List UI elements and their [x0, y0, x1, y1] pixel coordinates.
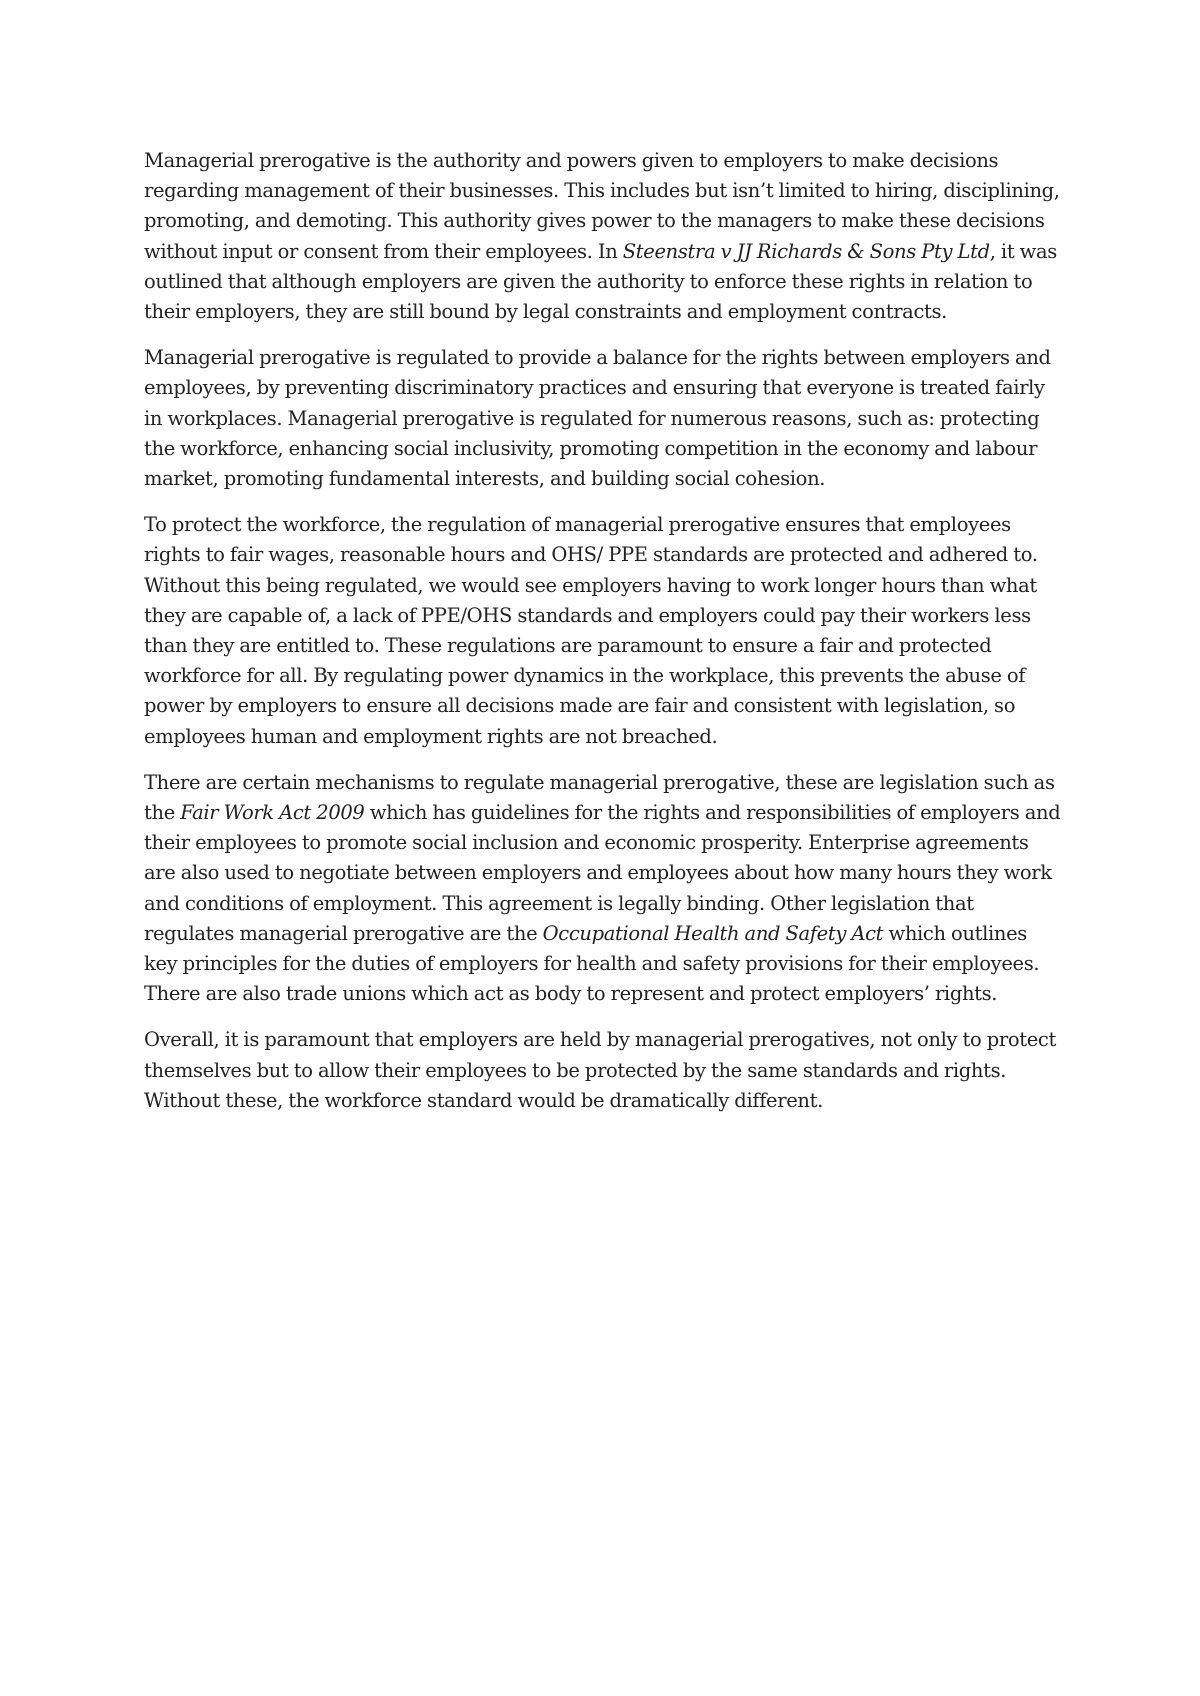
fair-work-act-citation: Fair Work Act 2009: [180, 801, 365, 825]
paragraph-1-text-1: Managerial prerogative is the authority and powers given to employers to make decisions regarding management of their businesses. This includes but isn’t limited to hiring, disciplining, promoting, and demoting. This authority gives power to the managers to make these decisions without input or consent from their employees. In: [144, 149, 1060, 263]
paragraph-4-text-3: which outlines key principles for the duties of employers for health and safety provisions for their employees. There are also trade unions which act as body to represent and protect employers’ rights.: [144, 921, 1040, 1006]
paragraph-1: [144, 146, 1064, 327]
paragraph-3-text: To protect the workforce, the regulation of managerial prerogative ensures that employees rights to fair wages, reasonable hours and OHS/ PPE standards are protected and adhered to. Without this being regulated, we would see employers having to work longer hours than what they are capable of, a lack of PPE/OHS standards and employers could pay their workers less than they are entitled to. These regulations are paramount to ensure a fair and protected workforce for all. By regulating power dynamics in the workplace, this prevents the abuse of power by employers to ensure all decisions made are fair and consistent with legislation, so employees human and employment rights are not breached.: [144, 513, 1038, 748]
paragraph-5-text: Overall, it is paramount that employers are held by managerial prerogatives, not only to protect themselves but to allow their employees to be protected by the same standards and rights. Without these, the workforce standard would be dramatically different.: [144, 1028, 1056, 1112]
document-body: [144, 146, 1064, 1132]
paragraph-5: [144, 1025, 1064, 1116]
paragraph-4: [144, 768, 1064, 1010]
paragraph-2: [144, 343, 1064, 494]
ohs-act-citation: Occupational Health and Safety Act: [542, 921, 884, 945]
paragraph-2-text: Managerial prerogative is regulated to provide a balance for the rights between employers and employees, by preventing discriminatory practices and ensuring that everyone is treated fairly in workplaces. Managerial prerogative is regulated for numerous reasons, such as: protecting the workforce, enhancing social inclusivity, promoting competition in the economy and labour market, promoting fundamental interests, and building social cohesion.: [144, 346, 1051, 491]
paragraph-1-text-2: , it was outlined that although employers are given the authority to enforce these rights in relation to their employers, they are still bound by legal constraints and employment contracts.: [144, 239, 1057, 324]
paragraph-4-text-2: which has guidelines for the rights and responsibilities of employers and their employees to promote social inclusion and economic prosperity. Enterprise agreements are also used to negotiate between employers and employees about how many hours they work and conditions of employment. This agreement is legally binding. Other legislation that regulates managerial prerogative are the: [144, 801, 1061, 945]
case-citation: Steenstra v JJ Richards & Sons Pty Ltd: [622, 239, 990, 263]
paragraph-3: [144, 510, 1064, 752]
paragraph-4-text-1: There are certain mechanisms to regulate managerial prerogative, these are legislation such as the: [144, 770, 1055, 825]
